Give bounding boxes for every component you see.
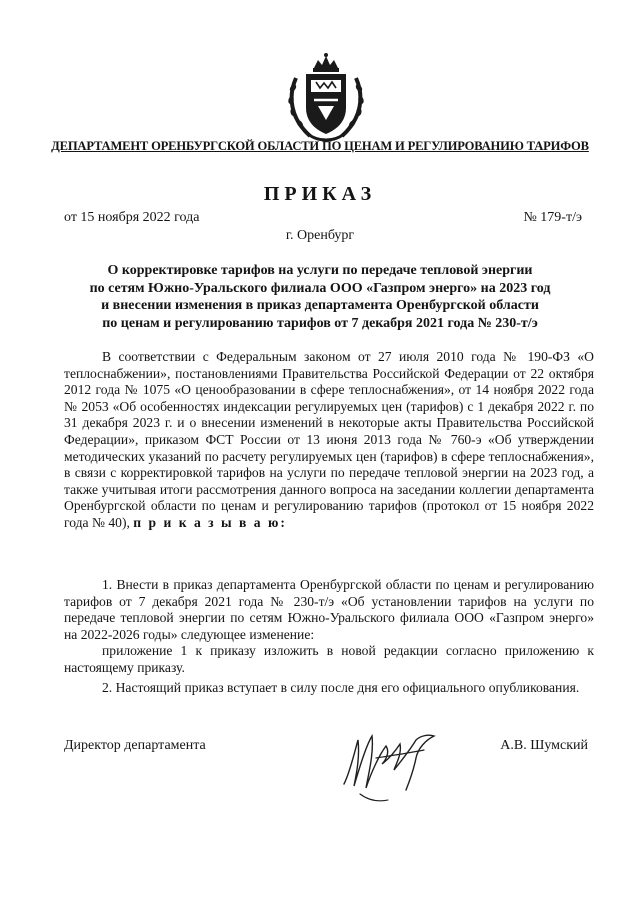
- signatory-role: Директор департамента: [64, 738, 206, 753]
- document-title: ПРИКАЗ: [263, 183, 377, 205]
- order-item-2: 2. Настоящий приказ вступает в силу после дня его официального опубликования.: [102, 679, 580, 695]
- order-item-1-detail: приложение 1 к приказу изложить в новой редакции согласно приложению к настоящему приказу.: [64, 643, 594, 675]
- subject-line: О корректировке тарифов на услуги по передаче тепловой энергии: [107, 263, 533, 278]
- signatory-name: А.В. Шумский: [500, 738, 588, 753]
- subject-line: по ценам и регулированию тарифов от 7 декабря 2021 года № 230-т/э: [102, 315, 538, 331]
- subject-line: и внесении изменения в приказ департамента Оренбургской области: [101, 298, 539, 313]
- orders-keyword: п р и к а з ы в а ю:: [133, 514, 287, 530]
- department-name: ДЕПАРТАМЕНТ ОРЕНБУРГСКОЙ ОБЛАСТИ ПО ЦЕНАМ И РЕГУЛИРОВАНИЮ ТАРИФОВ: [51, 139, 589, 153]
- orenburg-coat-of-arms-icon: [284, 52, 368, 144]
- preamble-text: В соответствии с Федеральным законом от 27 июля 2010 года № 190-ФЗ «О теплоснабжении», постановлениями Правительства Российской Федерации от 22 октября 2012 года № 1075 «О ценообразовании в сфере теплоснабжения», от 14 ноября 2022 года № 2053 «Об особенностях индексации регулируемых цен (тарифов) с 1 декабря 2022 г. по 31 декабря 2023 г. и о внесении изменений в некоторые акты Правительства Российской Федерации», приказом ФСТ России от 13 июня 2013 года № 760-э «Об утверждении методических указаний по расчету регулируемых цен (тарифов) в сфере теплоснабжения», в связи с корректировкой тарифов на услуги по передаче тепловой энергии на 2023 год, а также учитывая итоги рассмотрения данного вопроса на заседании коллегии департамента Оренбургской области по ценам и регулированию тарифов (протокол от 15 ноября 2022 года № 40),: [64, 349, 594, 530]
- preamble-paragraph: [64, 349, 594, 532]
- order-items: [64, 577, 594, 696]
- order-item-1: 1. Внести в приказ департамента Оренбургской области по ценам и регулированию тарифов от 7 декабря 2021 года № 230-т/э «Об установлении тарифов на услуги по передаче тепловой энергии по сетям Южно-Уральского филиала ООО «Газпром энерго» на 2022-2026 годы» следующее изменение:: [64, 577, 594, 642]
- order-number: № 179-т/э: [523, 210, 582, 225]
- handwritten-signature-icon: [336, 714, 448, 810]
- subject-line: по сетям Южно-Уральского филиала ООО «Газпром энерго» на 2023 год: [89, 280, 551, 296]
- order-subject: [0, 262, 640, 332]
- order-city: г. Оренбург: [285, 228, 355, 243]
- order-date: от 15 ноября 2022 года: [64, 210, 200, 225]
